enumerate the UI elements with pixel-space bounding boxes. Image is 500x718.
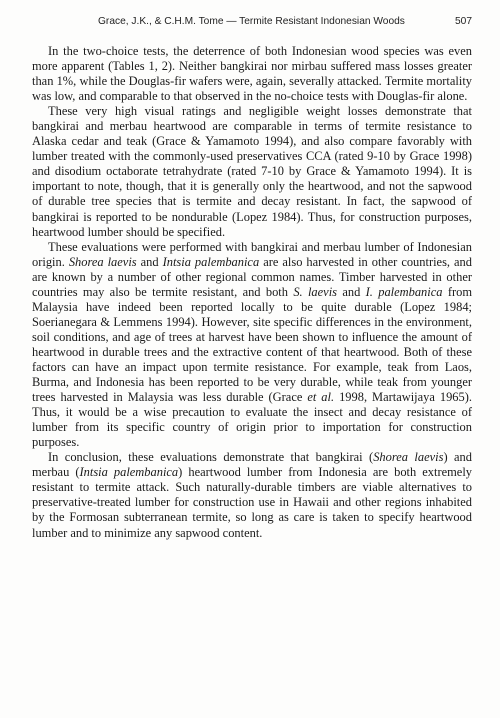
page-number: 507 — [455, 16, 472, 27]
text-segment: These evaluations were performed with bangkirai and merbau lumber of Indonesian origin. — [32, 239, 472, 269]
text-segment: are also harvested in other countries, and are known by a number of other regional common names. Timber harvested in other countries may also be termite resistant, and both — [32, 254, 472, 299]
citation-et-al: et al. — [307, 390, 335, 405]
paragraph-conclusion — [32, 450, 472, 540]
text-segment: 1998, Martawijaya 1965). Thus, it would be a wise precaution to evaluate the insect and decay resistance of lumber from its specific country of origin prior to importation for construction purposes. — [32, 390, 472, 450]
species-name-shorea-laevis: Shorea laevis — [68, 254, 137, 269]
text-segment: ) and merbau ( — [32, 450, 472, 480]
species-name-intsia-palembanica: Intsia palembanica — [79, 465, 179, 480]
species-name-s-laevis: S. laevis — [293, 284, 337, 299]
running-header — [98, 16, 472, 32]
paragraph-visual-ratings: These very high visual ratings and negligible weight losses demonstrate that bangkirai and merbau heartwood are comparable in terms of termite resistance to Alaska cedar and teak (Grace & Yamamoto 1994), and also compare favorably with lumber treated with the commonly-used preservatives CCA (rated 9-10 by Grace 1998) and disodium octaborate tetrahydrate (rated 7-10 by Grace & Yamamoto 1994). It is important to note, though, that it is generally only the heartwood, and not the sapwood of durable tree species that is termite and decay resistant. In fact, the sapwood of bangkirai is reported to be nondurable (Lopez 1984). Thus, for construction purposes, heartwood lumber should be specified. — [32, 104, 472, 239]
paragraph-indonesian-origin — [32, 240, 472, 451]
species-name-i-palembanica: I. palembanica — [365, 284, 443, 299]
text-segment: from Malaysia have indeed been reported locally to be quite durable (Lopez 1984; Soerianegara & Lemmens 1994). However, site specific differences in the environment, soil conditions, and age of trees at harvest have been shown to influence the amount of heartwood in durable trees and the extractive content of that heartwood. Both of these factors can have an impact upon termite resistance. For example, teak from Laos, Burma, and Indonesia has been reported to be very durable, while teak from younger trees harvested in Malaysia was less durable (Grace — [32, 284, 472, 405]
article-body — [32, 44, 472, 541]
text-segment: In conclusion, these evaluations demonstrate that bangkirai ( — [48, 450, 374, 465]
species-name-shorea-laevis: Shorea laevis — [373, 450, 444, 465]
paragraph-two-choice-tests: In the two-choice tests, the deterrence of both Indonesian wood species was even more apparent (Tables 1, 2). Neither bangkirai nor mirbau suffered mass losses greater than 1%, while the Douglas-fir wafers were, again, severally attacked. Termite mortality was low, and comparable to that observed in the no-choice tests with Douglas-fir alone. — [32, 44, 472, 104]
text-segment: and — [337, 284, 366, 299]
running-title: Grace, J.K., & C.H.M. Tome — Termite Resistant Indonesian Woods — [98, 16, 405, 27]
species-name-intsia-palembanica: Intsia palembanica — [162, 254, 260, 269]
text-segment: ) heartwood lumber from Indonesia are both extremely resistant to termite attack. Such naturally-durable timbers are viable alternatives to preservative-treated lumber for construction use in Hawaii and other regions inhabited by the Formosan subterranean termite, so long as care is taken to specify heartwood lumber and to minimize any sapwood content. — [32, 465, 472, 540]
text-segment: and — [136, 254, 163, 269]
